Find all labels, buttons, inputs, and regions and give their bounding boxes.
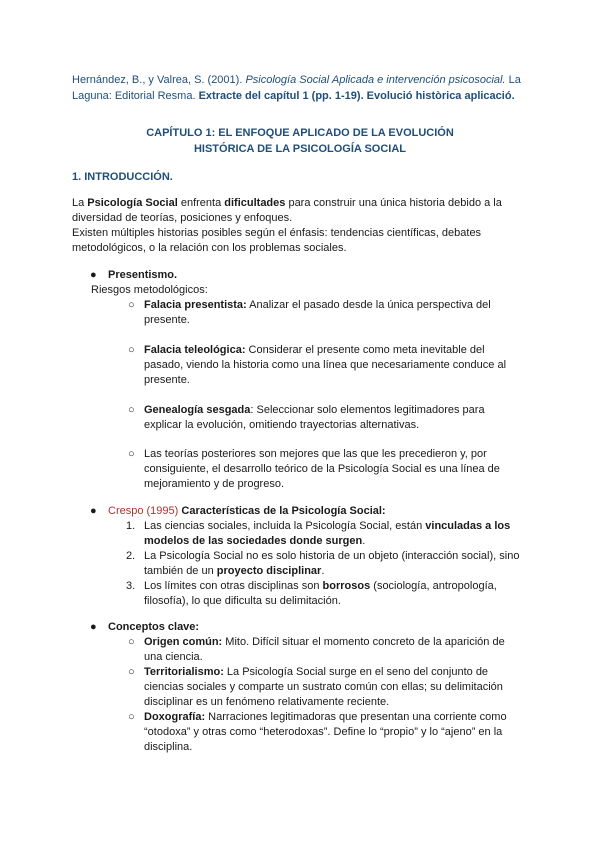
item-bold: Genealogía sesgada bbox=[144, 404, 251, 416]
citation-extract: Extracte del capítul 1 (pp. 1-19). Evolució històrica aplicació. bbox=[198, 90, 515, 102]
sub-bullet-icon: ○ bbox=[128, 448, 135, 460]
sub-bullet-icon: ○ bbox=[128, 404, 135, 416]
intro-bold-term: dificultades bbox=[224, 197, 286, 209]
chapter-title-line2: HISTÓRICA DE LA PSICOLOGÍA SOCIAL bbox=[193, 143, 407, 155]
sub-bullet-icon: ○ bbox=[128, 666, 135, 678]
presentismo-item bbox=[144, 447, 516, 492]
presentismo-title-text: Presentismo. bbox=[108, 269, 178, 281]
concepto-item bbox=[144, 665, 516, 710]
item-text: Las ciencias sociales, incluida la Psicología Social, están bbox=[144, 520, 426, 532]
list-number: 3. bbox=[126, 580, 136, 592]
item-bold: Falacia presentista: bbox=[144, 299, 247, 311]
item-bold: borrosos bbox=[322, 580, 371, 592]
citation-authors: Hernández, B., y Valrea, S. (2001). bbox=[72, 74, 246, 86]
intro-text: La bbox=[72, 197, 88, 209]
bullet-icon: ● bbox=[90, 505, 97, 517]
sub-bullet-icon: ○ bbox=[128, 299, 135, 311]
crespo-title: Características de la Psicología Social: bbox=[178, 505, 386, 517]
citation bbox=[72, 72, 532, 104]
item-text: Narraciones legitimadoras que presentan una corriente como “otodoxa” y otras como “heterodoxas”. Define lo “propio” y lo “ajeno” en la disciplina. bbox=[144, 711, 507, 753]
chapter-title bbox=[72, 125, 528, 157]
item-text: . bbox=[321, 565, 325, 577]
list-number: 2. bbox=[126, 550, 136, 562]
presentismo-subtitle: Riesgos metodológicos: bbox=[91, 284, 208, 296]
item-bold: vinculadas a los modelos de las sociedades donde surgen bbox=[144, 520, 511, 547]
intro-bold-term: Psicología Social bbox=[87, 197, 178, 209]
bullet-icon: ● bbox=[90, 621, 97, 633]
item-bold: Territorialismo: bbox=[144, 666, 224, 678]
item-text: La Psicología Social no es solo historia de un objeto (interacción social), sino también de un bbox=[144, 550, 520, 577]
presentismo-item bbox=[144, 343, 516, 388]
crespo-heading bbox=[108, 504, 528, 519]
presentismo-item bbox=[144, 403, 516, 433]
crespo-author: Crespo (1995) bbox=[108, 505, 179, 517]
item-text: : Seleccionar solo elementos legitimadores para explicar la evolución, omitiendo trayectorias alternativas. bbox=[144, 404, 485, 431]
intro-text: enfrenta bbox=[177, 197, 225, 209]
conceptos-title bbox=[108, 620, 528, 635]
presentismo-title bbox=[108, 268, 528, 283]
chapter-title-line1: CAPÍTULO 1: EL ENFOQUE APLICADO DE LA EVOLUCIÓN bbox=[146, 127, 454, 139]
intro-paragraph-2: Existen múltiples historias posibles según el énfasis: tendencias científicas, debates metodológicos, o la relación con los problemas sociales. bbox=[72, 227, 482, 254]
crespo-item bbox=[144, 579, 524, 609]
item-bold: proyecto disciplinar bbox=[216, 565, 322, 577]
concepto-item bbox=[144, 635, 516, 665]
crespo-item bbox=[144, 549, 524, 579]
item-text: (sociología, antropología, filosofía), lo que dificulta su delimitación. bbox=[144, 580, 497, 607]
intro-text: para construir una única historia debido a la diversidad de teorías, posiciones y enfoques. bbox=[72, 197, 502, 224]
citation-title: Psicología Social Aplicada e intervención psicosocial. bbox=[245, 74, 506, 86]
sub-bullet-icon: ○ bbox=[128, 344, 135, 356]
item-text: La Psicología Social surge en el seno del conjunto de ciencias sociales y comparte un sustrato común con ellas; su delimitación disciplinar es un fenómeno relativamente reciente. bbox=[144, 666, 503, 708]
sub-bullet-icon: ○ bbox=[128, 711, 135, 723]
item-text: Mito. Difícil situar el momento concreto de la aparición de una ciencia. bbox=[144, 636, 505, 663]
item-bold: Origen común: bbox=[144, 636, 223, 648]
intro-paragraph-1 bbox=[72, 196, 532, 226]
sub-bullet-icon: ○ bbox=[128, 636, 135, 648]
item-text: Los límites con otras disciplinas son bbox=[144, 580, 323, 592]
presentismo-item bbox=[144, 298, 516, 328]
concepto-item bbox=[144, 710, 516, 755]
crespo-item bbox=[144, 519, 524, 549]
bullet-icon: ● bbox=[90, 269, 97, 281]
item-bold: Doxografía: bbox=[144, 711, 206, 723]
conceptos-title-text: Conceptos clave: bbox=[108, 621, 200, 633]
item-text: . bbox=[362, 535, 366, 547]
item-bold: Falacia teleológica: bbox=[144, 344, 246, 356]
section-title: 1. INTRODUCCIÓN. bbox=[72, 171, 173, 183]
item-text: Las teorías posteriores son mejores que las que les precedieron y, por consiguiente, el desarrollo teórico de la Psicología Social es una línea de mejoramiento y de progreso. bbox=[144, 448, 500, 490]
item-text: Analizar el pasado desde la única perspectiva del presente. bbox=[144, 299, 491, 326]
list-number: 1. bbox=[126, 520, 136, 532]
item-text: Considerar el presente como meta inevitable del pasado, viendo la historia como una línea que necesariamente conduce al presente. bbox=[144, 344, 507, 386]
citation-publisher: La Laguna: Editorial Resma. bbox=[72, 74, 521, 102]
